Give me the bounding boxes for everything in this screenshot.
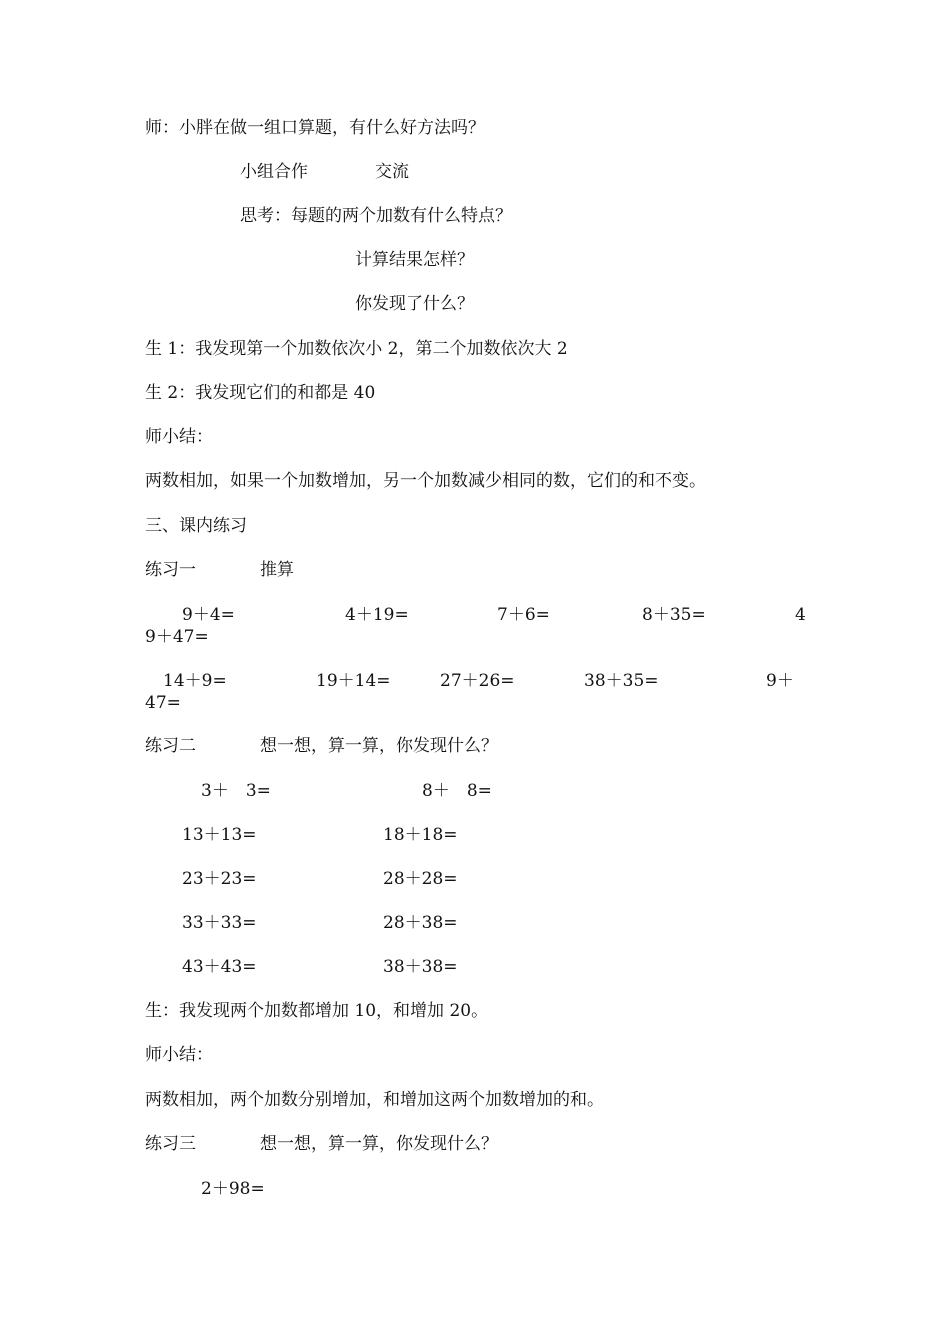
ex2-left-4: 33＋33= <box>182 913 257 933</box>
ex2-right-4: 28＋38= <box>383 913 458 933</box>
exchange-label: 交流 <box>375 162 409 182</box>
think-question-1: 思考：每题的两个加数有什么特点？ <box>240 206 512 226</box>
ex2-right-5: 38＋38= <box>383 957 458 977</box>
ex2-right-3: 28＋28= <box>383 869 458 889</box>
ex1-r1-item-5-start: 4 <box>795 605 806 625</box>
think-question-2: 计算结果怎样？ <box>355 250 474 270</box>
ex1-r2-item-2: 19＋14= <box>316 671 391 691</box>
ex1-r1-item-2: 4＋19= <box>345 605 409 625</box>
ex2-right-1: 8＋ 8= <box>422 781 492 801</box>
student-finding: 生：我发现两个加数都增加 10，和增加 20。 <box>145 1001 489 1021</box>
ex2-left-1: 3＋ 3= <box>201 781 271 801</box>
ex1-r2-item-5-end: 47= <box>145 693 181 713</box>
ex1-r1-item-3: 7＋6= <box>497 605 550 625</box>
exercise-2-label: 练习二 <box>145 736 196 756</box>
ex2-right-2: 18＋18= <box>383 825 458 845</box>
teacher-question: 师：小胖在做一组口算题，有什么好方法吗？ <box>145 118 485 138</box>
ex2-left-2: 13＋13= <box>182 825 257 845</box>
ex1-r1-item-4: 8＋35= <box>642 605 706 625</box>
exercise-2-title: 想一想，算一算，你发现什么？ <box>260 736 498 756</box>
ex2-left-3: 23＋23= <box>182 869 257 889</box>
ex2-left-5: 43＋43= <box>182 957 257 977</box>
student-2-answer: 生 2：我发现它们的和都是 40 <box>145 383 376 403</box>
student-1-answer: 生 1：我发现第一个加数依次小 2，第二个加数依次大 2 <box>145 339 568 359</box>
ex1-r1-item-5-end: 9＋47= <box>145 627 209 647</box>
ex1-r1-item-1: 9＋4= <box>182 605 235 625</box>
exercise-3-title: 想一想，算一算，你发现什么？ <box>260 1134 498 1154</box>
section-heading-practice: 三、课内练习 <box>145 516 247 536</box>
ex1-r2-item-5-start: 9＋ <box>766 671 794 691</box>
ex3-item-1: 2＋98= <box>201 1179 265 1199</box>
think-question-3: 你发现了什么？ <box>355 294 474 314</box>
ex1-r2-item-4: 38＋35= <box>584 671 659 691</box>
exercise-1-title: 推算 <box>260 560 294 580</box>
teacher-summary-label-2: 师小结： <box>145 1045 213 1065</box>
ex1-r2-item-3: 27＋26= <box>440 671 515 691</box>
group-work-label: 小组合作 <box>240 162 308 182</box>
exercise-1-label: 练习一 <box>145 560 196 580</box>
summary-1: 两数相加，如果一个加数增加，另一个加数减少相同的数，它们的和不变。 <box>145 471 706 491</box>
teacher-summary-label-1: 师小结： <box>145 427 213 447</box>
summary-2: 两数相加，两个加数分别增加，和增加这两个加数增加的和。 <box>145 1090 604 1110</box>
ex1-r2-item-1: 14＋9= <box>163 671 227 691</box>
exercise-3-label: 练习三 <box>145 1134 196 1154</box>
